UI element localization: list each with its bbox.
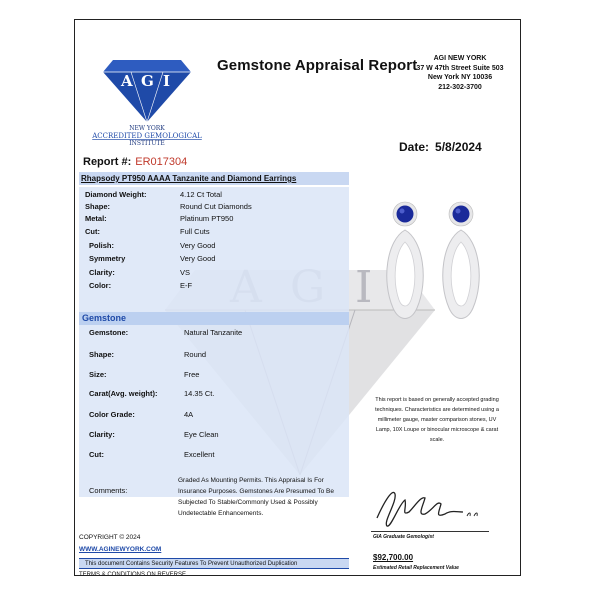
- address-line: New York NY 10036: [427, 74, 493, 81]
- watermark-letter-i: I: [355, 262, 373, 313]
- product-title: Rhapsody PT950 AAAA Tanzanite and Diamond Earrings: [79, 172, 349, 185]
- row-label: Shape:: [89, 350, 115, 359]
- copyright-text: COPYRIGHT © 2024: [79, 534, 141, 541]
- logo-line-3: INSTITUTE: [129, 140, 165, 147]
- row-label: Diamond Weight:: [85, 190, 147, 199]
- address-line: 37 W 47th Street Suite 503: [416, 64, 504, 72]
- comments-label: Comments:: [89, 486, 128, 495]
- earring-left: [387, 202, 423, 319]
- row-label: Shape:: [85, 202, 111, 211]
- row-label: Clarity:: [89, 268, 115, 277]
- row-label: Carat(Avg. weight):: [89, 389, 158, 398]
- row-value: 4.12 Ct Total: [180, 190, 222, 199]
- row-value: 4A: [184, 410, 194, 419]
- row-label: Polish:: [89, 241, 115, 250]
- logo-letter-a: A: [121, 72, 133, 90]
- row-label: Size:: [89, 370, 107, 379]
- report-number-value: ER017304: [135, 156, 188, 168]
- gemologist-signature: [371, 482, 489, 530]
- date-value: 5/8/2024: [435, 140, 482, 154]
- report-title: Gemstone Appraisal Report: [217, 57, 418, 74]
- row-label: Clarity:: [89, 430, 115, 439]
- earrings-image: [375, 200, 495, 325]
- row-label: Cut:: [89, 450, 104, 459]
- grading-note: This report is based on generally accepted grading techniques. Characteristics are determined using a millimeter gauge, master comparison stones, UV Lamp, 10X Loupe or binocular microscope & carat scale.: [375, 397, 499, 443]
- row-value: E-F: [180, 281, 193, 290]
- retail-value: $92,700.00: [373, 553, 414, 562]
- row-value: Round: [184, 350, 207, 359]
- logo-letter-g: G: [141, 72, 154, 90]
- row-label: Metal:: [85, 214, 107, 223]
- agi-logo: [91, 48, 203, 148]
- earring-right: [443, 202, 479, 319]
- row-value: 14.35 Ct.: [184, 389, 215, 398]
- row-value: Round Cut Diamonds: [180, 202, 252, 211]
- row-label: Cut:: [85, 227, 100, 236]
- report-number: [83, 156, 187, 168]
- logo-line-1: NEW YORK: [129, 125, 165, 132]
- logo-letter-i: I: [163, 72, 171, 90]
- date-label: Date:: [399, 140, 430, 154]
- row-value: Natural Tanzanite: [184, 328, 243, 337]
- retail-value-label: Estimated Retail Replacement Value: [373, 565, 459, 571]
- row-value: Free: [184, 370, 200, 379]
- row-value: Excellent: [184, 450, 215, 459]
- row-label: Color:: [89, 281, 112, 290]
- signature-line: [371, 531, 489, 532]
- row-value: Full Cuts: [180, 227, 210, 236]
- row-label: Color Grade:: [89, 410, 135, 419]
- website-link[interactable]: WWW.AGINEWYORK.COM: [79, 546, 162, 553]
- gemstone-section-header: Gemstone: [79, 312, 349, 325]
- row-value: VS: [180, 268, 191, 277]
- address-line: 212-302-3700: [438, 83, 482, 91]
- row-value: Eye Clean: [184, 430, 219, 439]
- row-value: Very Good: [180, 254, 216, 263]
- row-label: Symmetry: [89, 254, 126, 263]
- comments-text: Graded As Mounting Permits. This Appraisal Is For Insurance Purposes. Gemstones Are Presumed To Be Subjected To Stable/Commonly Used & Possibly Undetectable Enhancements.: [178, 477, 334, 517]
- address-block: [405, 54, 515, 92]
- row-label: Gemstone:: [89, 328, 129, 337]
- terms-notice: TERMS & CONDITIONS ON REVERSE: [79, 572, 187, 576]
- row-value: Very Good: [180, 241, 216, 250]
- row-value: Platinum PT950: [180, 214, 234, 223]
- signature-title: GIA Graduate Gemologist: [373, 534, 434, 540]
- report-number-label: Report #:: [83, 156, 132, 168]
- security-notice: This document Contains Security Features To Prevent Unauthorized Duplication: [79, 558, 349, 569]
- address-line: AGI NEW YORK: [433, 55, 487, 62]
- logo-line-2: ACCREDITED GEMOLOGICAL: [92, 132, 202, 140]
- report-date: [399, 140, 482, 154]
- appraisal-document: [74, 19, 521, 576]
